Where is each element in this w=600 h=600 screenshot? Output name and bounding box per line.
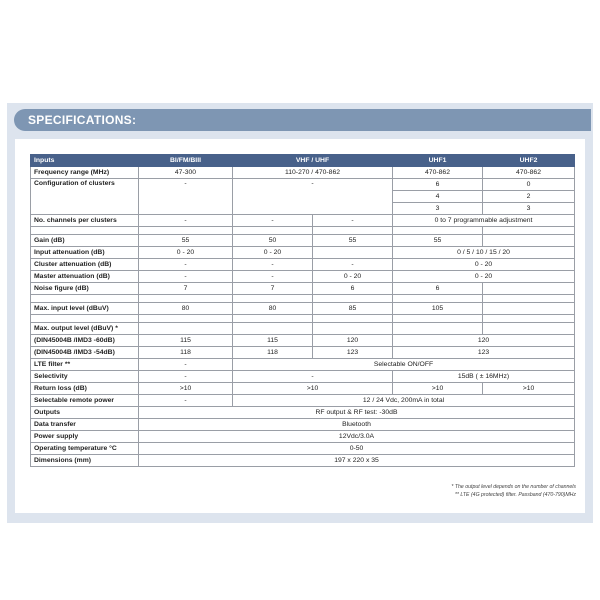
table-cell: 0 - 20 bbox=[393, 259, 575, 271]
row-label: (DIN45004B /IMD3 -54dB) bbox=[31, 347, 139, 359]
table-cell: >10 bbox=[233, 383, 393, 395]
table-row bbox=[31, 371, 575, 383]
row-label: Outputs bbox=[31, 407, 139, 419]
table-cell: 3 bbox=[483, 203, 575, 215]
row-label: Max. output level (dBuV) * bbox=[31, 323, 139, 335]
table-cell: - bbox=[139, 271, 233, 283]
table-row bbox=[31, 303, 575, 315]
specifications-table bbox=[30, 154, 575, 467]
table-cell: - bbox=[313, 259, 393, 271]
row-label: Max. input level (dBuV) bbox=[31, 303, 139, 315]
table-cell: 6 bbox=[393, 179, 483, 191]
table-cell: 47-300 bbox=[139, 167, 233, 179]
table-cell: 115 bbox=[233, 335, 313, 347]
table-cell: - bbox=[233, 259, 313, 271]
table-cell: 123 bbox=[393, 347, 575, 359]
table-cell: - bbox=[139, 259, 233, 271]
table-cell: - bbox=[139, 371, 233, 383]
table-cell: - bbox=[233, 215, 313, 227]
column-header-uhf2: UHF2 bbox=[483, 155, 575, 167]
table-cell: 115 bbox=[139, 335, 233, 347]
table-cell: - bbox=[233, 179, 393, 215]
table-cell: 0-50 bbox=[139, 443, 575, 455]
table-cell: 85 bbox=[313, 303, 393, 315]
table-cell: 50 bbox=[233, 235, 313, 247]
row-label: (DIN45004B /IMD3 -60dB) bbox=[31, 335, 139, 347]
table-row bbox=[31, 323, 575, 335]
table-row bbox=[31, 167, 575, 179]
table-row bbox=[31, 431, 575, 443]
column-header-inputs: Inputs bbox=[31, 155, 139, 167]
row-label: Configuration of clusters bbox=[31, 179, 139, 215]
table-row bbox=[31, 235, 575, 247]
spacer-row bbox=[31, 227, 575, 235]
table-cell: 12 / 24 Vdc, 200mA in total bbox=[233, 395, 575, 407]
column-header-uhf1: UHF1 bbox=[393, 155, 483, 167]
row-label: Return loss (dB) bbox=[31, 383, 139, 395]
row-label: Data transfer bbox=[31, 419, 139, 431]
table-row bbox=[31, 359, 575, 371]
row-label: LTE filter ** bbox=[31, 359, 139, 371]
table-cell: 12Vdc/3.0A bbox=[139, 431, 575, 443]
footnote-output-level: * The output level depends on the number of channels bbox=[451, 484, 576, 490]
section-title: SPECIFICATIONS: bbox=[28, 113, 137, 127]
row-label: No. channels per clusters bbox=[31, 215, 139, 227]
table-cell: 80 bbox=[139, 303, 233, 315]
table-cell: - bbox=[139, 395, 233, 407]
table-cell: - bbox=[139, 359, 233, 371]
table-cell bbox=[313, 247, 393, 259]
table-cell: 55 bbox=[393, 235, 483, 247]
table-cell: 3 bbox=[393, 203, 483, 215]
table-row bbox=[31, 419, 575, 431]
table-cell: - bbox=[139, 215, 233, 227]
table-row bbox=[31, 335, 575, 347]
table-cell: >10 bbox=[393, 383, 483, 395]
table-cell: >10 bbox=[139, 383, 233, 395]
table-cell bbox=[483, 283, 575, 295]
spacer-row bbox=[31, 295, 575, 303]
table-cell: 120 bbox=[393, 335, 575, 347]
table-cell: 197 x 220 x 35 bbox=[139, 455, 575, 467]
table-cell: RF output & RF test: -30dB bbox=[139, 407, 575, 419]
table-row bbox=[31, 247, 575, 259]
table-row bbox=[31, 215, 575, 227]
table-row bbox=[31, 455, 575, 467]
row-label: Frequency range (MHz) bbox=[31, 167, 139, 179]
table-cell: 105 bbox=[393, 303, 483, 315]
table-cell: 55 bbox=[313, 235, 393, 247]
table-cell: - bbox=[313, 215, 393, 227]
table-cell: 120 bbox=[313, 335, 393, 347]
footnote-lte-filter: ** LTE (4G protected) filter. Passband (470-790)MHz bbox=[454, 492, 576, 498]
table-cell: 0 bbox=[483, 179, 575, 191]
table-cell: 123 bbox=[313, 347, 393, 359]
table-cell bbox=[483, 235, 575, 247]
table-row bbox=[31, 407, 575, 419]
row-label: Cluster attenuation (dB) bbox=[31, 259, 139, 271]
table-cell: 118 bbox=[139, 347, 233, 359]
table-cell: - bbox=[233, 371, 393, 383]
table-cell: >10 bbox=[483, 383, 575, 395]
column-header-vhf-uhf: VHF / UHF bbox=[233, 155, 393, 167]
table-cell: 110-270 / 470-862 bbox=[233, 167, 393, 179]
spacer-row bbox=[31, 315, 575, 323]
row-label: Gain (dB) bbox=[31, 235, 139, 247]
table-row bbox=[31, 395, 575, 407]
table-row bbox=[31, 271, 575, 283]
table-row bbox=[31, 283, 575, 295]
table-row bbox=[31, 443, 575, 455]
table-cell: 4 bbox=[393, 191, 483, 203]
table-cell: 15dB ( ± 16MHz) bbox=[393, 371, 575, 383]
row-label: Noise figure (dB) bbox=[31, 283, 139, 295]
row-label: Operating temperature °C bbox=[31, 443, 139, 455]
column-header-bi-fm-biii: BI/FM/BIII bbox=[139, 155, 233, 167]
table-cell: - bbox=[233, 271, 313, 283]
table-cell: 0 - 20 bbox=[313, 271, 393, 283]
table-cell: 0 - 20 bbox=[233, 247, 313, 259]
table-row bbox=[31, 347, 575, 359]
table-row bbox=[31, 383, 575, 395]
table-row bbox=[31, 259, 575, 271]
table-cell: 6 bbox=[313, 283, 393, 295]
table-cell: 470-862 bbox=[483, 167, 575, 179]
table-cell: 55 bbox=[139, 235, 233, 247]
table-cell: Selectable ON/OFF bbox=[233, 359, 575, 371]
table-row bbox=[31, 179, 575, 191]
table-cell: - bbox=[139, 179, 233, 215]
row-label: Selectable remote power bbox=[31, 395, 139, 407]
table-cell: 0 / 5 / 10 / 15 / 20 bbox=[393, 247, 575, 259]
table-cell: 0 to 7 programmable adjustment bbox=[393, 215, 575, 227]
footnotes bbox=[451, 483, 576, 499]
row-label: Input attenuation (dB) bbox=[31, 247, 139, 259]
row-label: Selectivity bbox=[31, 371, 139, 383]
table-cell: 118 bbox=[233, 347, 313, 359]
table-cell: 470-862 bbox=[393, 167, 483, 179]
row-label: Power supply bbox=[31, 431, 139, 443]
row-label: Dimensions (mm) bbox=[31, 455, 139, 467]
row-label: Master attenuation (dB) bbox=[31, 271, 139, 283]
table-cell: 80 bbox=[233, 303, 313, 315]
table-cell: 0 - 20 bbox=[393, 271, 575, 283]
table-cell: 7 bbox=[139, 283, 233, 295]
table-cell: 0 - 20 bbox=[139, 247, 233, 259]
table-cell bbox=[483, 303, 575, 315]
table-cell: Bluetooth bbox=[139, 419, 575, 431]
table-header-row bbox=[31, 155, 575, 167]
table-cell: 2 bbox=[483, 191, 575, 203]
table-cell: 7 bbox=[233, 283, 313, 295]
table-cell: 6 bbox=[393, 283, 483, 295]
